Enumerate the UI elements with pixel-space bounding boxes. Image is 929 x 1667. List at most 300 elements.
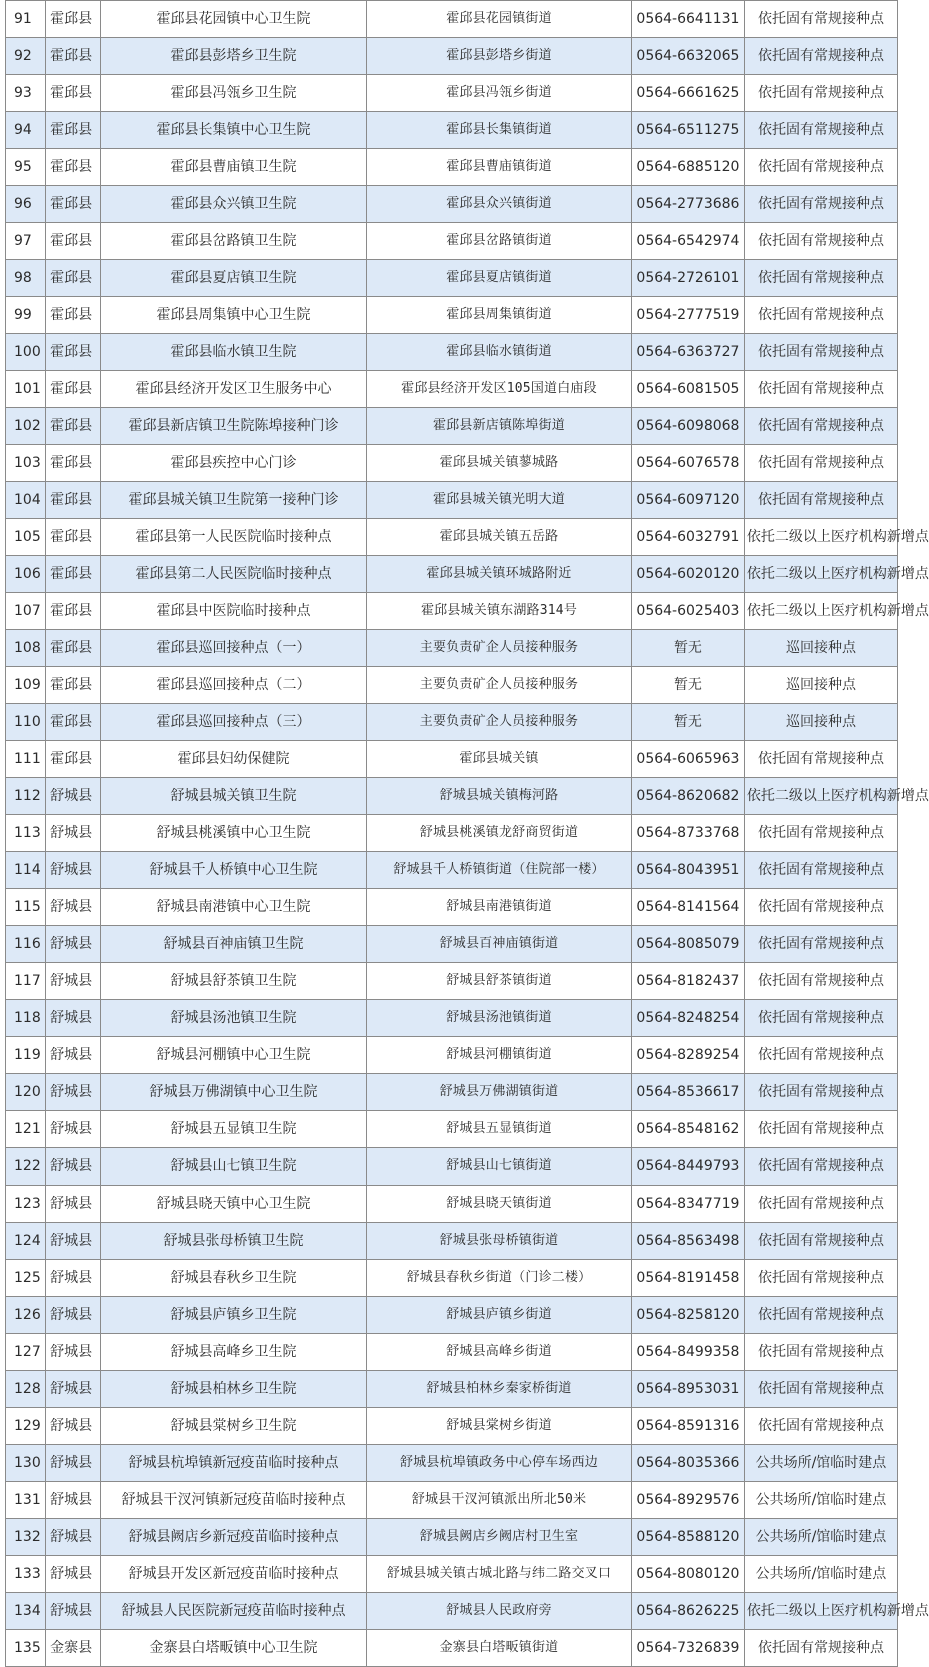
site-address-cell: 主要负责矿企人员接种服务: [367, 704, 632, 741]
row-number-cell: 122: [6, 1148, 46, 1185]
site-name-cell: 霍邱县妇幼保健院: [101, 741, 367, 778]
table-row: [6, 1111, 898, 1148]
phone-number-cell: 0564-6632065: [631, 38, 744, 75]
row-number-cell: 96: [6, 186, 46, 223]
phone-number-cell: 暂无: [631, 667, 744, 704]
table-row: [6, 223, 898, 260]
row-number-cell: 117: [6, 963, 46, 1000]
phone-number-cell: 0564-6885120: [631, 149, 744, 186]
row-number-cell: 121: [6, 1111, 46, 1148]
site-name-cell: 舒城县百神庙镇卫生院: [101, 926, 367, 963]
site-address-cell: 舒城县杭埠镇政务中心停车场西边: [367, 1444, 632, 1481]
site-type-cell: 依托固有常规接种点: [744, 1370, 897, 1407]
site-address-cell: 舒城县南港镇街道: [367, 889, 632, 926]
site-address-cell: 舒城县五显镇街道: [367, 1111, 632, 1148]
site-address-cell: 霍邱县城关镇: [367, 741, 632, 778]
phone-number-cell: 0564-8929576: [631, 1481, 744, 1518]
site-type-cell: 公共场所/馆临时建点: [744, 1444, 897, 1481]
site-type-cell: 依托固有常规接种点: [744, 1037, 897, 1074]
site-name-cell: 霍邱县中医院临时接种点: [101, 593, 367, 630]
site-name-cell: 舒城县阙店乡新冠疫苗临时接种点: [101, 1518, 367, 1555]
phone-number-cell: 0564-6661625: [631, 75, 744, 112]
site-address-cell: 霍邱县城关镇环城路附近: [367, 556, 632, 593]
site-type-cell: 依托二级以上医疗机构新增点: [744, 778, 897, 815]
county-cell: 舒城县: [46, 1296, 101, 1333]
row-number-cell: 111: [6, 741, 46, 778]
row-number-cell: 94: [6, 112, 46, 149]
site-type-cell: 依托固有常规接种点: [744, 408, 897, 445]
site-type-cell: 公共场所/馆临时建点: [744, 1481, 897, 1518]
site-name-cell: 舒城县开发区新冠疫苗临时接种点: [101, 1555, 367, 1592]
row-number-cell: 125: [6, 1259, 46, 1296]
site-name-cell: 霍邱县疾控中心门诊: [101, 445, 367, 482]
row-number-cell: 101: [6, 371, 46, 408]
table-row: [6, 519, 898, 556]
site-address-cell: 霍邱县城关镇光明大道: [367, 482, 632, 519]
site-name-cell: 舒城县河棚镇中心卫生院: [101, 1037, 367, 1074]
phone-number-cell: 0564-8191458: [631, 1259, 744, 1296]
table-row: [6, 1185, 898, 1222]
site-address-cell: 舒城县张母桥镇街道: [367, 1222, 632, 1259]
row-number-cell: 119: [6, 1037, 46, 1074]
county-cell: 舒城县: [46, 963, 101, 1000]
table-row: [6, 1407, 898, 1444]
site-name-cell: 霍邱县巡回接种点（二）: [101, 667, 367, 704]
table-row: [6, 963, 898, 1000]
row-number-cell: 95: [6, 149, 46, 186]
site-name-cell: 霍邱县长集镇中心卫生院: [101, 112, 367, 149]
phone-number-cell: 暂无: [631, 630, 744, 667]
site-address-cell: 舒城县春秋乡街道（门诊二楼）: [367, 1259, 632, 1296]
site-address-cell: 霍邱县冯瓴乡街道: [367, 75, 632, 112]
table-row: [6, 593, 898, 630]
site-type-cell: 依托固有常规接种点: [744, 334, 897, 371]
table-row: [6, 334, 898, 371]
row-number-cell: 102: [6, 408, 46, 445]
site-type-cell: 依托固有常规接种点: [744, 75, 897, 112]
phone-number-cell: 0564-8289254: [631, 1037, 744, 1074]
table-row: [6, 556, 898, 593]
county-cell: 舒城县: [46, 1185, 101, 1222]
table-row: [6, 889, 898, 926]
site-type-cell: 依托固有常规接种点: [744, 741, 897, 778]
county-cell: 舒城县: [46, 926, 101, 963]
phone-number-cell: 0564-6363727: [631, 334, 744, 371]
table-row: [6, 1481, 898, 1518]
site-address-cell: 舒城县舒茶镇街道: [367, 963, 632, 1000]
row-number-cell: 114: [6, 852, 46, 889]
site-type-cell: 依托二级以上医疗机构新增点: [744, 1592, 897, 1629]
site-type-cell: 依托固有常规接种点: [744, 1296, 897, 1333]
phone-number-cell: 暂无: [631, 704, 744, 741]
county-cell: 霍邱县: [46, 556, 101, 593]
county-cell: 霍邱县: [46, 186, 101, 223]
phone-number-cell: 0564-8563498: [631, 1222, 744, 1259]
table-row: [6, 1370, 898, 1407]
phone-number-cell: 0564-8080120: [631, 1555, 744, 1592]
table-row: [6, 297, 898, 334]
row-number-cell: 104: [6, 482, 46, 519]
row-number-cell: 110: [6, 704, 46, 741]
county-cell: 霍邱县: [46, 112, 101, 149]
county-cell: 霍邱县: [46, 667, 101, 704]
county-cell: 霍邱县: [46, 334, 101, 371]
site-type-cell: 依托固有常规接种点: [744, 482, 897, 519]
site-address-cell: 金寨县白塔畈镇街道: [367, 1629, 632, 1666]
row-number-cell: 134: [6, 1592, 46, 1629]
phone-number-cell: 0564-6076578: [631, 445, 744, 482]
site-type-cell: 依托固有常规接种点: [744, 1111, 897, 1148]
phone-number-cell: 0564-8085079: [631, 926, 744, 963]
table-row: [6, 445, 898, 482]
county-cell: 舒城县: [46, 1111, 101, 1148]
site-address-cell: 霍邱县岔路镇街道: [367, 223, 632, 260]
phone-number-cell: 0564-8953031: [631, 1370, 744, 1407]
county-cell: 舒城县: [46, 1592, 101, 1629]
table-row: [6, 1333, 898, 1370]
site-type-cell: 依托固有常规接种点: [744, 1333, 897, 1370]
site-name-cell: 舒城县桃溪镇中心卫生院: [101, 815, 367, 852]
county-cell: 霍邱县: [46, 260, 101, 297]
site-name-cell: 霍邱县周集镇中心卫生院: [101, 297, 367, 334]
site-type-cell: 依托固有常规接种点: [744, 260, 897, 297]
phone-number-cell: 0564-8347719: [631, 1185, 744, 1222]
county-cell: 霍邱县: [46, 482, 101, 519]
table-row: [6, 1592, 898, 1629]
site-name-cell: 舒城县五显镇卫生院: [101, 1111, 367, 1148]
row-number-cell: 131: [6, 1481, 46, 1518]
row-number-cell: 116: [6, 926, 46, 963]
site-type-cell: 巡回接种点: [744, 704, 897, 741]
county-cell: 舒城县: [46, 1444, 101, 1481]
site-name-cell: 舒城县棠树乡卫生院: [101, 1407, 367, 1444]
site-type-cell: 依托固有常规接种点: [744, 38, 897, 75]
site-name-cell: 舒城县干汊河镇新冠疫苗临时接种点: [101, 1481, 367, 1518]
site-address-cell: 霍邱县曹庙镇街道: [367, 149, 632, 186]
site-address-cell: 舒城县河棚镇街道: [367, 1037, 632, 1074]
row-number-cell: 93: [6, 75, 46, 112]
row-number-cell: 118: [6, 1000, 46, 1037]
site-name-cell: 霍邱县曹庙镇卫生院: [101, 149, 367, 186]
site-address-cell: 舒城县万佛湖镇街道: [367, 1074, 632, 1111]
site-type-cell: 依托固有常规接种点: [744, 297, 897, 334]
county-cell: 舒城县: [46, 1481, 101, 1518]
table-row: [6, 704, 898, 741]
site-type-cell: 依托固有常规接种点: [744, 1148, 897, 1185]
row-number-cell: 115: [6, 889, 46, 926]
site-address-cell: 舒城县汤池镇街道: [367, 1000, 632, 1037]
county-cell: 舒城县: [46, 1222, 101, 1259]
county-cell: 霍邱县: [46, 371, 101, 408]
table-row: [6, 1518, 898, 1555]
site-type-cell: 依托固有常规接种点: [744, 1407, 897, 1444]
site-address-cell: 舒城县晓天镇街道: [367, 1185, 632, 1222]
row-number-cell: 108: [6, 630, 46, 667]
site-type-cell: 依托固有常规接种点: [744, 1185, 897, 1222]
phone-number-cell: 0564-6511275: [631, 112, 744, 149]
site-address-cell: 霍邱县经济开发区105国道白庙段: [367, 371, 632, 408]
row-number-cell: 113: [6, 815, 46, 852]
table-row: [6, 741, 898, 778]
site-type-cell: 依托二级以上医疗机构新增点: [744, 593, 897, 630]
table-row: [6, 75, 898, 112]
site-address-cell: 霍邱县新店镇陈埠街道: [367, 408, 632, 445]
table-row: [6, 1555, 898, 1592]
site-type-cell: 依托固有常规接种点: [744, 1, 897, 38]
table-row: [6, 1629, 898, 1666]
site-address-cell: 舒城县高峰乡街道: [367, 1333, 632, 1370]
phone-number-cell: 0564-6098068: [631, 408, 744, 445]
site-name-cell: 霍邱县夏店镇卫生院: [101, 260, 367, 297]
site-type-cell: 依托固有常规接种点: [744, 371, 897, 408]
county-cell: 霍邱县: [46, 1, 101, 38]
site-name-cell: 霍邱县新店镇卫生院陈埠接种门诊: [101, 408, 367, 445]
phone-number-cell: 0564-6025403: [631, 593, 744, 630]
site-name-cell: 霍邱县城关镇卫生院第一接种门诊: [101, 482, 367, 519]
table-row: [6, 852, 898, 889]
county-cell: 霍邱县: [46, 223, 101, 260]
site-name-cell: 霍邱县冯瓴乡卫生院: [101, 75, 367, 112]
table-row: [6, 112, 898, 149]
phone-number-cell: 0564-8182437: [631, 963, 744, 1000]
phone-number-cell: 0564-8449793: [631, 1148, 744, 1185]
site-address-cell: 舒城县柏林乡秦家桥街道: [367, 1370, 632, 1407]
site-type-cell: 依托固有常规接种点: [744, 186, 897, 223]
table-row: [6, 149, 898, 186]
site-address-cell: 舒城县庐镇乡街道: [367, 1296, 632, 1333]
site-address-cell: 霍邱县临水镇街道: [367, 334, 632, 371]
phone-number-cell: 0564-6641131: [631, 1, 744, 38]
table-row: [6, 1148, 898, 1185]
row-number-cell: 103: [6, 445, 46, 482]
site-name-cell: 霍邱县临水镇卫生院: [101, 334, 367, 371]
phone-number-cell: 0564-7326839: [631, 1629, 744, 1666]
row-number-cell: 129: [6, 1407, 46, 1444]
site-name-cell: 霍邱县第二人民医院临时接种点: [101, 556, 367, 593]
row-number-cell: 106: [6, 556, 46, 593]
site-type-cell: 依托固有常规接种点: [744, 112, 897, 149]
row-number-cell: 128: [6, 1370, 46, 1407]
table-row: [6, 482, 898, 519]
site-name-cell: 霍邱县岔路镇卫生院: [101, 223, 367, 260]
county-cell: 金寨县: [46, 1629, 101, 1666]
site-address-cell: 舒城县干汊河镇派出所北50米: [367, 1481, 632, 1518]
county-cell: 霍邱县: [46, 593, 101, 630]
county-cell: 舒城县: [46, 815, 101, 852]
table-row: [6, 815, 898, 852]
site-name-cell: 舒城县千人桥镇中心卫生院: [101, 852, 367, 889]
site-name-cell: 舒城县城关镇卫生院: [101, 778, 367, 815]
phone-number-cell: 0564-8141564: [631, 889, 744, 926]
site-address-cell: 舒城县百神庙镇街道: [367, 926, 632, 963]
site-address-cell: 舒城县城关镇梅河路: [367, 778, 632, 815]
row-number-cell: 98: [6, 260, 46, 297]
site-type-cell: 依托固有常规接种点: [744, 1259, 897, 1296]
site-type-cell: 巡回接种点: [744, 630, 897, 667]
site-name-cell: 舒城县春秋乡卫生院: [101, 1259, 367, 1296]
site-name-cell: 霍邱县彭塔乡卫生院: [101, 38, 367, 75]
site-name-cell: 霍邱县第一人民医院临时接种点: [101, 519, 367, 556]
row-number-cell: 99: [6, 297, 46, 334]
table-body: [6, 1, 929, 1667]
site-type-cell: 依托固有常规接种点: [744, 889, 897, 926]
table-row: [6, 1222, 898, 1259]
table-row: [6, 778, 898, 815]
phone-number-cell: 0564-6032791: [631, 519, 744, 556]
county-cell: 舒城县: [46, 1037, 101, 1074]
phone-number-cell: 0564-8248254: [631, 1000, 744, 1037]
row-number-cell: 107: [6, 593, 46, 630]
county-cell: 舒城县: [46, 1555, 101, 1592]
table-row: [6, 38, 898, 75]
site-name-cell: 舒城县万佛湖镇中心卫生院: [101, 1074, 367, 1111]
site-name-cell: 霍邱县花园镇中心卫生院: [101, 1, 367, 38]
site-type-cell: 公共场所/馆临时建点: [744, 1518, 897, 1555]
site-address-cell: 霍邱县城关镇蓼城路: [367, 445, 632, 482]
site-type-cell: 依托二级以上医疗机构新增点: [744, 519, 897, 556]
site-address-cell: 霍邱县众兴镇街道: [367, 186, 632, 223]
county-cell: 舒城县: [46, 889, 101, 926]
phone-number-cell: 0564-8536617: [631, 1074, 744, 1111]
county-cell: 舒城县: [46, 1370, 101, 1407]
row-number-cell: 120: [6, 1074, 46, 1111]
site-name-cell: 舒城县南港镇中心卫生院: [101, 889, 367, 926]
table-row: [6, 371, 898, 408]
phone-number-cell: 0564-6065963: [631, 741, 744, 778]
table-row: [6, 667, 898, 704]
county-cell: 霍邱县: [46, 519, 101, 556]
table-row: [6, 630, 898, 667]
site-address-cell: 舒城县城关镇古城北路与纬二路交叉口: [367, 1555, 632, 1592]
site-address-cell: 舒城县千人桥镇街道（住院部一楼）: [367, 852, 632, 889]
site-name-cell: 霍邱县巡回接种点（一）: [101, 630, 367, 667]
phone-number-cell: 0564-2773686: [631, 186, 744, 223]
site-name-cell: 舒城县庐镇乡卫生院: [101, 1296, 367, 1333]
county-cell: 霍邱县: [46, 445, 101, 482]
phone-number-cell: 0564-6542974: [631, 223, 744, 260]
site-name-cell: 舒城县杭埠镇新冠疫苗临时接种点: [101, 1444, 367, 1481]
site-address-cell: 舒城县阙店乡阙店村卫生室: [367, 1518, 632, 1555]
row-number-cell: 126: [6, 1296, 46, 1333]
site-type-cell: 依托固有常规接种点: [744, 852, 897, 889]
site-name-cell: 舒城县山七镇卫生院: [101, 1148, 367, 1185]
site-address-cell: 舒城县桃溪镇龙舒商贸街道: [367, 815, 632, 852]
row-number-cell: 124: [6, 1222, 46, 1259]
table-row: [6, 260, 898, 297]
table-row: [6, 408, 898, 445]
county-cell: 舒城县: [46, 1407, 101, 1444]
county-cell: 霍邱县: [46, 297, 101, 334]
phone-number-cell: 0564-8588120: [631, 1518, 744, 1555]
site-address-cell: 霍邱县城关镇五岳路: [367, 519, 632, 556]
table-row: [6, 1444, 898, 1481]
site-type-cell: 依托固有常规接种点: [744, 815, 897, 852]
site-name-cell: 舒城县高峰乡卫生院: [101, 1333, 367, 1370]
site-name-cell: 霍邱县经济开发区卫生服务中心: [101, 371, 367, 408]
site-address-cell: 舒城县山七镇街道: [367, 1148, 632, 1185]
row-number-cell: 133: [6, 1555, 46, 1592]
site-address-cell: 霍邱县周集镇街道: [367, 297, 632, 334]
county-cell: 霍邱县: [46, 741, 101, 778]
site-type-cell: 依托固有常规接种点: [744, 223, 897, 260]
site-type-cell: 巡回接种点: [744, 667, 897, 704]
county-cell: 舒城县: [46, 852, 101, 889]
phone-number-cell: 0564-6097120: [631, 482, 744, 519]
phone-number-cell: 0564-6020120: [631, 556, 744, 593]
site-name-cell: 霍邱县巡回接种点（三）: [101, 704, 367, 741]
site-name-cell: 霍邱县众兴镇卫生院: [101, 186, 367, 223]
vaccination-sites-table: [5, 0, 929, 1667]
table-row: [6, 926, 898, 963]
county-cell: 舒城县: [46, 1518, 101, 1555]
county-cell: 舒城县: [46, 1333, 101, 1370]
phone-number-cell: 0564-8620682: [631, 778, 744, 815]
site-address-cell: 主要负责矿企人员接种服务: [367, 630, 632, 667]
row-number-cell: 100: [6, 334, 46, 371]
phone-number-cell: 0564-8591316: [631, 1407, 744, 1444]
site-address-cell: 霍邱县彭塔乡街道: [367, 38, 632, 75]
row-number-cell: 109: [6, 667, 46, 704]
phone-number-cell: 0564-8626225: [631, 1592, 744, 1629]
table-row: [6, 1000, 898, 1037]
phone-number-cell: 0564-8035366: [631, 1444, 744, 1481]
table-row: [6, 1259, 898, 1296]
site-type-cell: 公共场所/馆临时建点: [744, 1555, 897, 1592]
county-cell: 霍邱县: [46, 149, 101, 186]
county-cell: 霍邱县: [46, 630, 101, 667]
site-type-cell: 依托固有常规接种点: [744, 445, 897, 482]
county-cell: 舒城县: [46, 1000, 101, 1037]
row-number-cell: 130: [6, 1444, 46, 1481]
site-address-cell: 主要负责矿企人员接种服务: [367, 667, 632, 704]
site-type-cell: 依托固有常规接种点: [744, 1629, 897, 1666]
site-name-cell: 舒城县晓天镇中心卫生院: [101, 1185, 367, 1222]
row-number-cell: 97: [6, 223, 46, 260]
table-row: [6, 1037, 898, 1074]
row-number-cell: 91: [6, 1, 46, 38]
table-row: [6, 1296, 898, 1333]
row-number-cell: 127: [6, 1333, 46, 1370]
phone-number-cell: 0564-8548162: [631, 1111, 744, 1148]
site-address-cell: 霍邱县夏店镇街道: [367, 260, 632, 297]
phone-number-cell: 0564-8258120: [631, 1296, 744, 1333]
site-type-cell: 依托固有常规接种点: [744, 1000, 897, 1037]
county-cell: 舒城县: [46, 1074, 101, 1111]
site-address-cell: 霍邱县花园镇街道: [367, 1, 632, 38]
site-name-cell: 金寨县白塔畈镇中心卫生院: [101, 1629, 367, 1666]
site-type-cell: 依托固有常规接种点: [744, 1222, 897, 1259]
row-number-cell: 105: [6, 519, 46, 556]
county-cell: 霍邱县: [46, 75, 101, 112]
phone-number-cell: 0564-6081505: [631, 371, 744, 408]
county-cell: 舒城县: [46, 1259, 101, 1296]
row-number-cell: 123: [6, 1185, 46, 1222]
county-cell: 霍邱县: [46, 38, 101, 75]
county-cell: 霍邱县: [46, 408, 101, 445]
site-name-cell: 舒城县汤池镇卫生院: [101, 1000, 367, 1037]
row-number-cell: 112: [6, 778, 46, 815]
phone-number-cell: 0564-2726101: [631, 260, 744, 297]
row-number-cell: 135: [6, 1629, 46, 1666]
table-row: [6, 1, 898, 38]
row-number-cell: 92: [6, 38, 46, 75]
site-name-cell: 舒城县张母桥镇卫生院: [101, 1222, 367, 1259]
site-type-cell: 依托固有常规接种点: [744, 1074, 897, 1111]
site-address-cell: 霍邱县长集镇街道: [367, 112, 632, 149]
site-type-cell: 依托固有常规接种点: [744, 963, 897, 1000]
phone-number-cell: 0564-8499358: [631, 1333, 744, 1370]
site-type-cell: 依托固有常规接种点: [744, 926, 897, 963]
